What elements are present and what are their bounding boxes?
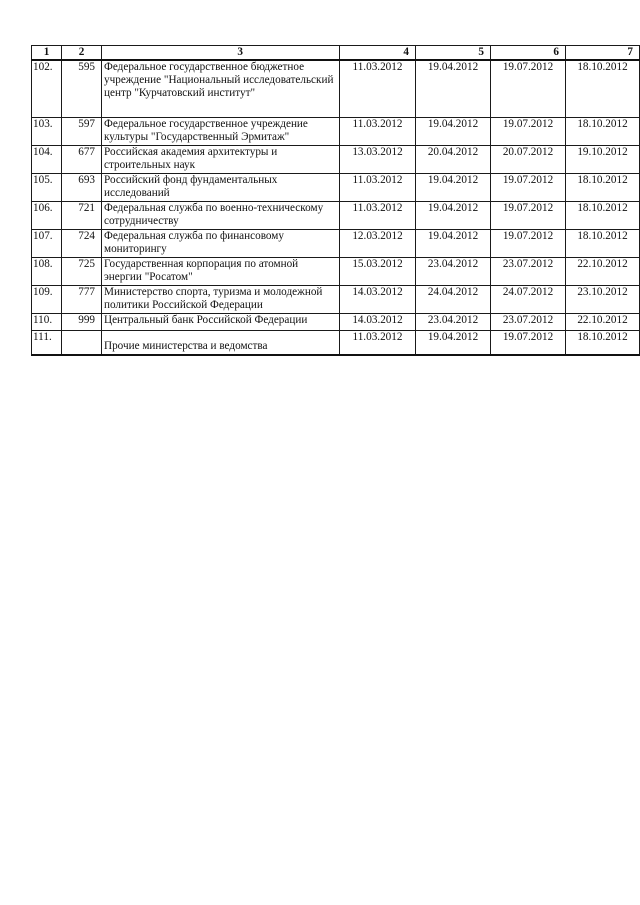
row-date-4: 12.03.2012 [340, 230, 416, 258]
row-code: 721 [62, 202, 102, 230]
row-date-7: 22.10.2012 [566, 314, 640, 331]
row-number: 111. [32, 331, 62, 356]
row-organization: Министерство спорта, туризма и молодежной политики Российской Федерации [102, 286, 340, 314]
row-number: 104. [32, 146, 62, 174]
row-organization: Прочие министерства и ведомства [102, 331, 340, 356]
column-header-4: 4 [340, 46, 416, 61]
table-row [32, 146, 640, 174]
document-sheet [31, 45, 640, 356]
row-date-7: 18.10.2012 [566, 202, 640, 230]
row-number: 109. [32, 286, 62, 314]
row-organization: Федеральное государственное бюджетное учреждение "Национальный исследовательский центр "Курчатовский институт" [102, 60, 340, 118]
row-organization: Российский фонд фундаментальных исследований [102, 174, 340, 202]
table-row [32, 202, 640, 230]
row-organization: Федеральная служба по военно-техническому сотрудничеству [102, 202, 340, 230]
table-row [32, 118, 640, 146]
column-header-5: 5 [416, 46, 491, 61]
row-code [62, 331, 102, 356]
row-organization: Центральный банк Российской Федерации [102, 314, 340, 331]
row-date-4: 11.03.2012 [340, 174, 416, 202]
row-date-5: 19.04.2012 [416, 230, 491, 258]
row-number: 106. [32, 202, 62, 230]
table-row [32, 230, 640, 258]
table-header-row [32, 46, 640, 61]
row-date-6: 19.07.2012 [491, 174, 566, 202]
row-organization: Федеральное государственное учреждение культуры "Государственный Эрмитаж" [102, 118, 340, 146]
row-date-4: 11.03.2012 [340, 202, 416, 230]
column-header-3: 3 [102, 46, 340, 61]
row-number: 102. [32, 60, 62, 118]
row-date-4: 14.03.2012 [340, 286, 416, 314]
row-code: 597 [62, 118, 102, 146]
row-date-4: 15.03.2012 [340, 258, 416, 286]
row-number: 108. [32, 258, 62, 286]
table-row [32, 314, 640, 331]
row-number: 103. [32, 118, 62, 146]
column-header-7: 7 [566, 46, 640, 61]
row-date-7: 22.10.2012 [566, 258, 640, 286]
row-number: 107. [32, 230, 62, 258]
row-date-5: 19.04.2012 [416, 174, 491, 202]
row-date-6: 19.07.2012 [491, 60, 566, 118]
table-row [32, 60, 640, 118]
row-date-6: 20.07.2012 [491, 146, 566, 174]
row-date-5: 19.04.2012 [416, 60, 491, 118]
row-date-6: 23.07.2012 [491, 258, 566, 286]
row-code: 999 [62, 314, 102, 331]
row-date-6: 19.07.2012 [491, 202, 566, 230]
row-date-5: 23.04.2012 [416, 258, 491, 286]
row-date-5: 20.04.2012 [416, 146, 491, 174]
row-date-6: 19.07.2012 [491, 118, 566, 146]
row-number: 105. [32, 174, 62, 202]
column-header-2: 2 [62, 46, 102, 61]
row-date-4: 11.03.2012 [340, 60, 416, 118]
table-row [32, 286, 640, 314]
row-code: 677 [62, 146, 102, 174]
table-row [32, 331, 640, 356]
row-date-7: 18.10.2012 [566, 60, 640, 118]
row-date-5: 23.04.2012 [416, 314, 491, 331]
row-date-5: 19.04.2012 [416, 331, 491, 356]
column-header-1: 1 [32, 46, 62, 61]
row-date-5: 24.04.2012 [416, 286, 491, 314]
row-date-4: 11.03.2012 [340, 118, 416, 146]
row-number: 110. [32, 314, 62, 331]
row-date-7: 23.10.2012 [566, 286, 640, 314]
row-date-5: 19.04.2012 [416, 202, 491, 230]
row-organization: Государственная корпорация по атомной энергии "Росатом" [102, 258, 340, 286]
row-date-7: 18.10.2012 [566, 174, 640, 202]
row-date-6: 23.07.2012 [491, 314, 566, 331]
row-date-7: 18.10.2012 [566, 331, 640, 356]
row-code: 595 [62, 60, 102, 118]
column-header-6: 6 [491, 46, 566, 61]
row-code: 724 [62, 230, 102, 258]
row-organization: Федеральная служба по финансовому мониторингу [102, 230, 340, 258]
row-code: 693 [62, 174, 102, 202]
row-date-4: 13.03.2012 [340, 146, 416, 174]
row-code: 777 [62, 286, 102, 314]
row-date-4: 14.03.2012 [340, 314, 416, 331]
table-row [32, 174, 640, 202]
row-date-6: 19.07.2012 [491, 331, 566, 356]
row-date-5: 19.04.2012 [416, 118, 491, 146]
row-date-4: 11.03.2012 [340, 331, 416, 356]
row-date-7: 19.10.2012 [566, 146, 640, 174]
row-date-7: 18.10.2012 [566, 118, 640, 146]
row-date-7: 18.10.2012 [566, 230, 640, 258]
row-date-6: 24.07.2012 [491, 286, 566, 314]
row-date-6: 19.07.2012 [491, 230, 566, 258]
schedule-table [31, 45, 640, 356]
row-organization: Российская академия архитектуры и строительных наук [102, 146, 340, 174]
row-code: 725 [62, 258, 102, 286]
table-row [32, 258, 640, 286]
